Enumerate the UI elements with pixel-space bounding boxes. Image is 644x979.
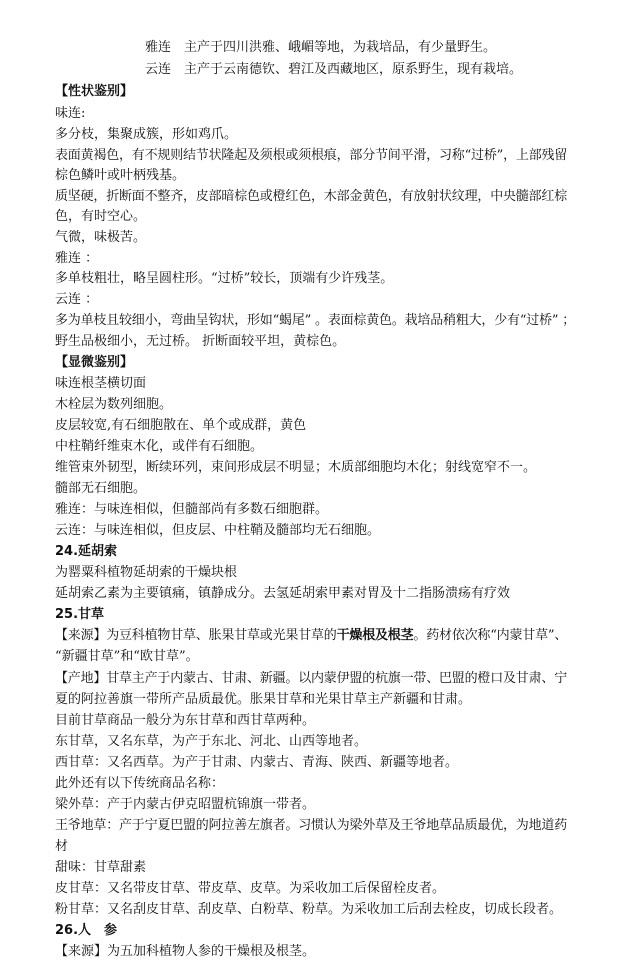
text-line: 皮甘草：又名带皮甘草、带皮草、皮草。为采收加工后保留栓皮者。 — [55, 881, 446, 896]
text-line: 髓部无石细胞。 — [55, 481, 147, 496]
text-line: 雅连：与味连相似，但髓部尚有多数石细胞群。 — [55, 502, 329, 517]
text-line: 甜味：甘草甜素 — [55, 860, 147, 875]
text-line: 中柱鞘纤维束木化，或伴有石细胞。 — [55, 439, 264, 454]
text-line: 棕色鳞叶或叶柄残基。 — [55, 168, 186, 183]
text-line: 西甘草：又名西草。为产于甘肃、内蒙古、青海、陕西、新疆等地者。 — [55, 755, 459, 770]
text-line: 夏的阿拉善旗一带所产品质最优。胀果甘草和光果甘草主产新疆和甘肃。 — [55, 692, 472, 707]
text-line: 质坚硬，折断面不整齐，皮部暗棕色或橙红色，木部金黄色，有放射状纹理，中央髓部红棕 — [55, 189, 568, 204]
text-line: 云连：与味连相似，但皮层、中柱鞘及髓部均无石细胞。 — [55, 523, 381, 538]
text-line: 王爷地草：产于宁夏巴盟的阿拉善左旗者。习惯认为梁外草及王爷地草品质最优，为地道药 — [55, 818, 568, 833]
text-line: 味连: — [55, 106, 86, 121]
emphasis-text: 干燥根及根茎 — [336, 628, 414, 643]
text-line: “新疆甘草”和“欧甘草”。 — [55, 649, 199, 664]
text-line: 云连 ： — [55, 292, 99, 307]
text-line: 木栓层为数列细胞。 — [55, 397, 173, 412]
section-heading: 24.延胡索 — [55, 544, 118, 559]
text-line: 目前甘草商品一般分为东甘草和西甘草两种。 — [55, 713, 316, 728]
section-heading: 25.甘草 — [55, 607, 105, 622]
text-line: 梁外草：产于内蒙古伊克昭盟杭锦旗一带者。 — [55, 797, 316, 812]
text-line: 多为单枝且较细小，弯曲呈钩状，形如“蝎尾” 。表面棕黄色。栽培品稍粗大，少有“过桥” ； — [55, 313, 576, 328]
text-line: 气微，味极苦。 — [55, 230, 147, 245]
section-heading: 26.人 参 — [55, 923, 118, 938]
text-line: 东甘草，又名东草，为产于东北、河北、山西等地者。 — [55, 734, 368, 749]
text-line: 表面黄褐色，有不规则结节状隆起及须根或须根痕，部分节间平滑，习称“过桥”，上部残留 — [55, 148, 568, 163]
section-heading: 【显微鉴别】 — [55, 355, 134, 370]
section-heading: 【性状鉴别】 — [55, 84, 134, 99]
text-line — [55, 626, 628, 646]
text-line: 雅连 ： — [55, 251, 99, 266]
text-line: 野生品极细小，无过桥。 折断面较平坦，黄棕色。 — [55, 334, 346, 349]
text-line: 延胡索乙素为主要镇痛，镇静成分。去氢延胡索甲素对胃及十二指肠溃疡有疗效 — [55, 586, 511, 601]
text-segment: 【来源】为豆科植物甘草、胀果甘草或光果甘草的 — [55, 628, 337, 643]
text-line: 维管束外韧型，断续环列，束间形成层不明显；木质部细胞均木化；射线宽窄不一。 — [55, 460, 537, 475]
text-line: 色，有时空心。 — [55, 209, 147, 224]
text-line: 【产地】甘草主产于内蒙古、甘肃、新疆。以内蒙伊盟的杭旗一带、巴盟的橙口及甘肃、宁 — [55, 671, 568, 686]
text-line: 雅连 主产于四川洪雅、峨嵋等地，为栽培品，有少量野生。 — [145, 40, 497, 55]
text-line: 云连 主产于云南德钦、碧江及西藏地区，原系野生，现有栽培。 — [145, 62, 523, 77]
text-segment: 。药材依次称“内蒙甘草”、 — [413, 628, 568, 643]
text-line: 【来源】为五加科植物人参的干燥根及根茎。 — [55, 944, 316, 959]
text-line: 多单枝粗壮，略呈圆柱形。“过桥”较长，顶端有少许残茎。 — [55, 271, 394, 286]
text-line: 多分枝，集聚成簇，形如鸡爪。 — [55, 127, 238, 142]
text-line: 材 — [55, 839, 69, 854]
text-line: 皮层较宽,有石细胞散在、单个或成群，黄色 — [55, 418, 307, 433]
text-line: 为罂粟科植物延胡索的干燥块根 — [55, 565, 238, 580]
text-line: 此外还有以下传统商品名称： — [55, 776, 225, 791]
text-line: 味连根茎横切面 — [55, 376, 147, 391]
text-line: 粉甘草：又名刮皮甘草、刮皮草、白粉草、粉草。为采收加工后刮去栓皮，切成长段者。 — [55, 902, 563, 917]
